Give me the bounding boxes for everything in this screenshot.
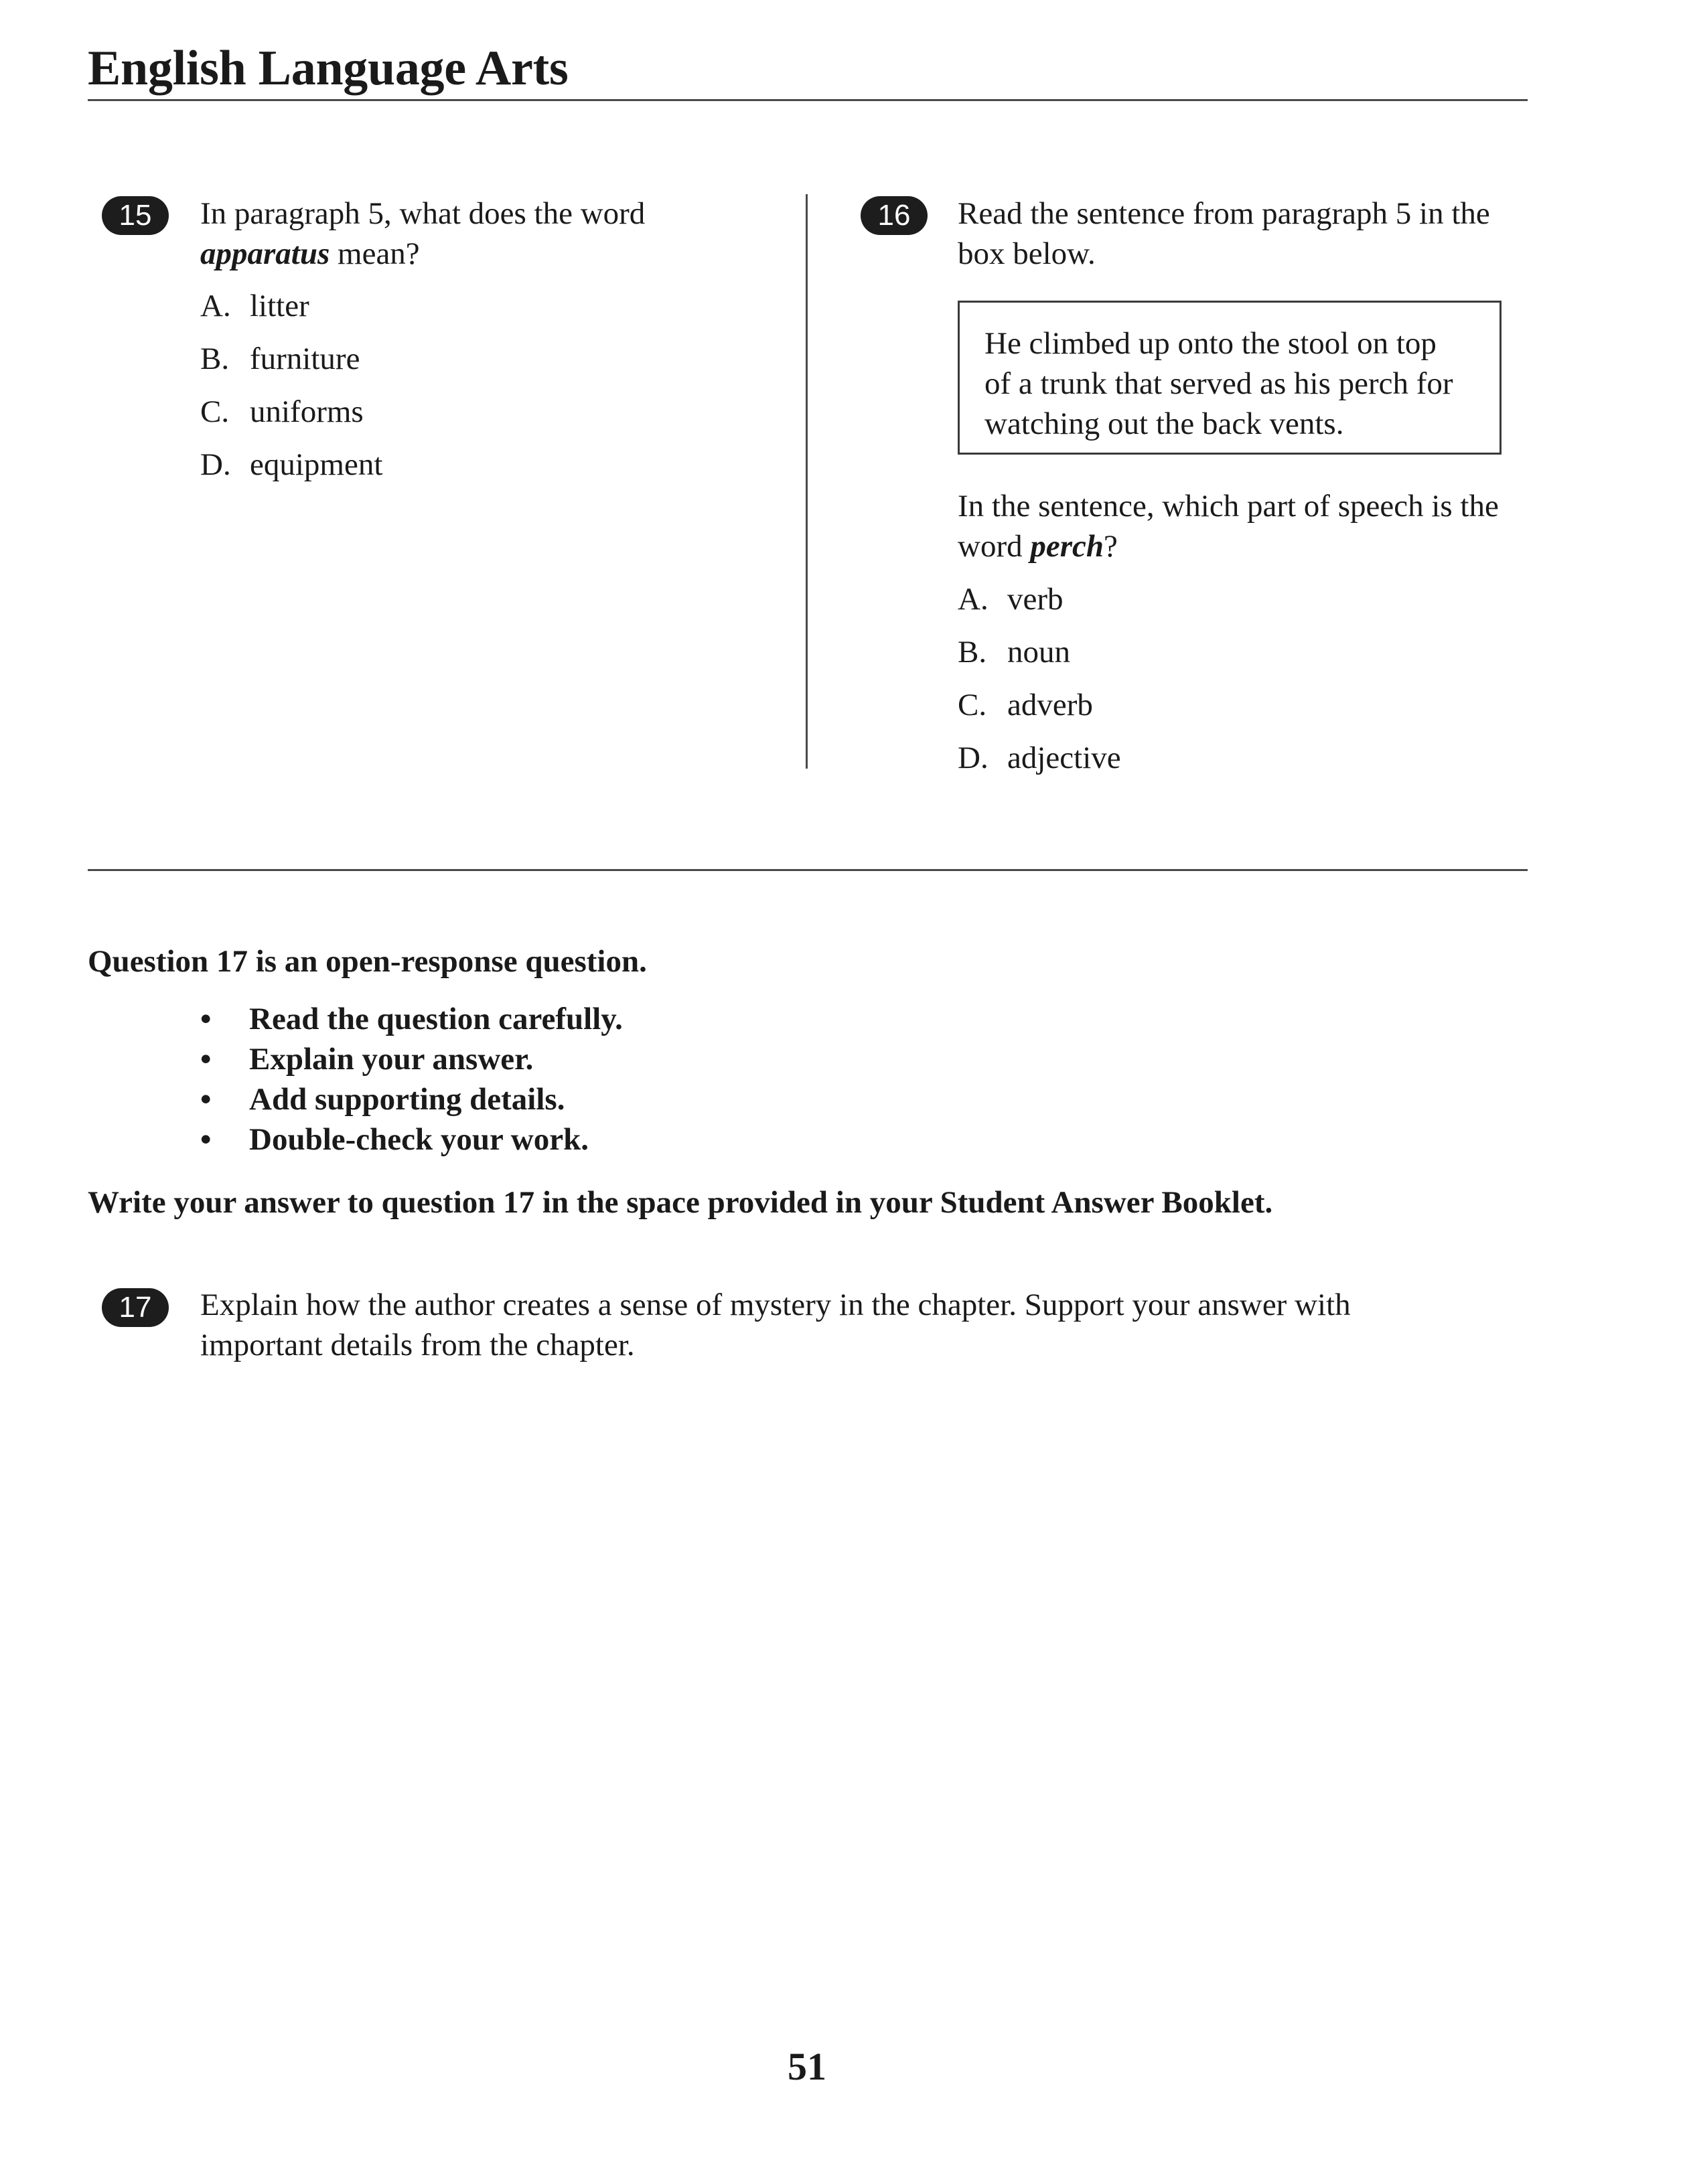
question-15-choices <box>200 286 382 497</box>
question-15-stem-text: In paragraph 5, what does the word <box>200 196 646 231</box>
checklist-item-text: Read the question carefully. <box>249 1002 623 1036</box>
choice-letter: B. <box>200 341 230 376</box>
question-16-prompt <box>958 486 1534 566</box>
choice-text: uniforms <box>250 394 364 429</box>
section-divider <box>88 869 1528 871</box>
question-16-keyword: perch <box>1030 529 1104 564</box>
bullet-icon: • <box>200 1082 212 1117</box>
question-15-keyword: apparatus <box>200 236 330 271</box>
question-16-choice-a[interactable] <box>958 579 1121 632</box>
checklist-item <box>200 1039 623 1079</box>
question-17-stem-line: important details from the chapter. <box>200 1328 635 1362</box>
checklist-item <box>200 1079 623 1119</box>
question-16-prompt-end: ? <box>1104 529 1118 564</box>
question-17-number-badge: 17 <box>102 1288 169 1327</box>
question-15-choice-b[interactable] <box>200 339 382 392</box>
question-15-stem <box>200 193 776 274</box>
checklist-item <box>200 1119 623 1160</box>
answer-booklet-instruction: Write your answer to question 17 in the space provided in your Student Answer Booklet. <box>88 1185 1273 1220</box>
bullet-icon: • <box>200 1002 212 1036</box>
choice-letter: C. <box>958 688 987 722</box>
checklist-item-text: Double-check your work. <box>249 1122 589 1157</box>
question-16-prompt-text: In the sentence, which part of speech is the word <box>958 489 1499 564</box>
question-16-choice-b[interactable] <box>958 632 1121 685</box>
open-response-checklist <box>200 999 623 1160</box>
quote-line: of a trunk that served as his perch for <box>984 366 1453 401</box>
question-16-stem: Read the sentence from paragraph 5 in the box below. <box>958 196 1490 271</box>
choice-letter: D. <box>200 447 231 482</box>
choice-text: litter <box>250 289 309 323</box>
choice-text: equipment <box>250 447 383 482</box>
choice-letter: A. <box>200 289 231 323</box>
choice-letter: B. <box>958 635 987 670</box>
bullet-icon: • <box>200 1122 212 1157</box>
bullet-icon: • <box>200 1042 212 1077</box>
question-17-stem <box>200 1285 1513 1365</box>
choice-text: noun <box>1007 635 1070 670</box>
quote-line: watching out the back vents. <box>984 406 1344 441</box>
question-17-stem-line: Explain how the author creates a sense of mystery in the chapter. Support your answer with <box>200 1288 1351 1322</box>
choice-letter: A. <box>958 582 989 617</box>
question-15-stem-end: mean? <box>330 236 420 271</box>
page-number: 51 <box>788 2045 826 2088</box>
choice-letter: D. <box>958 740 989 775</box>
checklist-item <box>200 999 623 1039</box>
question-16-choice-d[interactable] <box>958 738 1121 791</box>
choice-text: adverb <box>1007 688 1093 722</box>
open-response-intro: Question 17 is an open-response question. <box>88 944 647 979</box>
choice-text: furniture <box>250 341 360 376</box>
question-15-choice-a[interactable] <box>200 286 382 339</box>
choice-text: adjective <box>1007 740 1121 775</box>
question-15-number-badge: 15 <box>102 196 169 235</box>
question-16-choices <box>958 579 1121 791</box>
question-16-number-badge: 16 <box>861 196 928 235</box>
header-divider <box>88 99 1528 101</box>
question-16-choice-c[interactable] <box>958 685 1121 738</box>
checklist-item-text: Add supporting details. <box>249 1082 565 1117</box>
question-15-choice-d[interactable] <box>200 445 382 497</box>
question-15-choice-c[interactable] <box>200 392 382 445</box>
question-16-quote-box <box>958 301 1502 455</box>
checklist-item-text: Explain your answer. <box>249 1042 534 1077</box>
choice-text: verb <box>1007 582 1064 617</box>
page-title: English Language Arts <box>88 41 569 96</box>
choice-letter: C. <box>200 394 230 429</box>
quote-line: He climbed up onto the stool on top <box>984 326 1437 361</box>
column-divider <box>806 194 808 769</box>
